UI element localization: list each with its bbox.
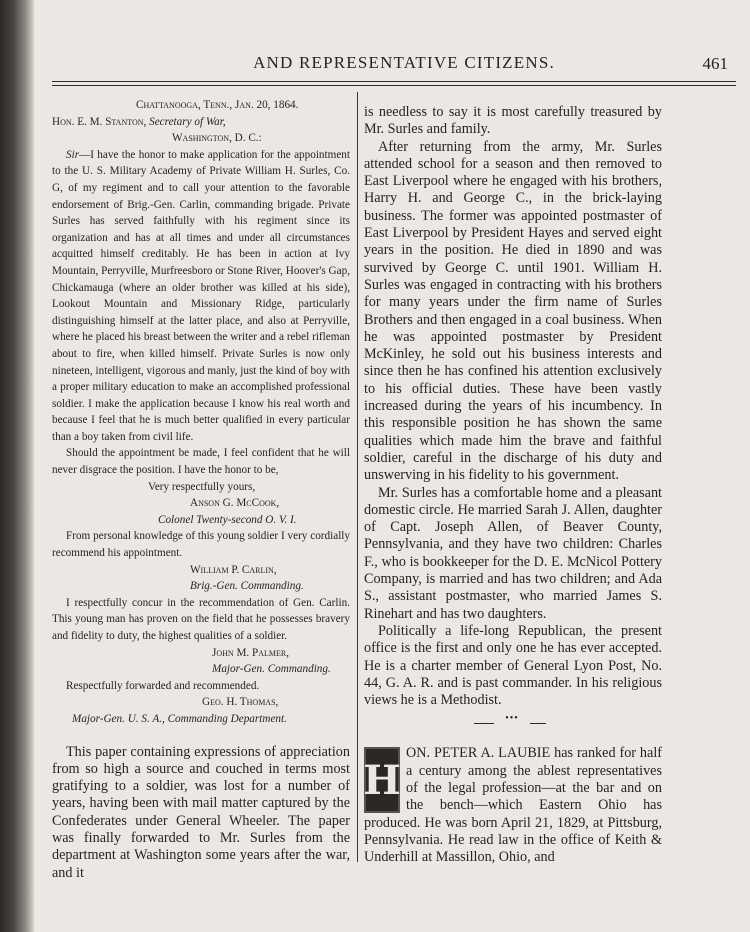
signer-thomas-title <box>52 711 350 728</box>
address-name: Hon. E. M. Stanton, <box>52 115 150 128</box>
spacer <box>52 728 350 744</box>
letter-dateline: Chattanooga, Tenn., Jan. 20, 1864. <box>136 99 299 111</box>
signer-thomas: Geo. H. Thomas, <box>202 696 279 709</box>
column-divider <box>357 92 358 862</box>
paragraph-family: Mr. Surles has a comfortable home and a pleasant domestic circle. He married Sarah J. Allen, daughter of Capt. Joseph Allen, of Beaver County, Pennsylvania, and they have two children: Charles F., who is bookkeeper for the D. E. McNicol Pottery Company, is married and has two children; and Ada S., assistant postmaster, who married James S. Rinehart and has two daughters. <box>364 484 662 622</box>
paragraph-politics: Politically a life-long Republican, the present office is the first and only one he has ever accepted. He is a charter member of General Lyon Post, No. 44, G. A. R. and is past commander. In his religious views he is a Methodist. <box>364 622 662 709</box>
signer-palmer-title <box>52 661 350 678</box>
letter-salutation: Sir <box>66 148 80 161</box>
paragraph-treasured: is needless to say it is most carefully treasured by Mr. Surles and family. <box>364 104 662 138</box>
signer-mccook-title <box>52 512 350 529</box>
left-column <box>52 97 350 882</box>
running-title: AND REPRESENTATIVE CITIZENS. <box>253 53 555 72</box>
running-header <box>74 52 734 78</box>
narrative-paragraph: This paper containing expressions of appreciation from so high a source and couched in terms most gratifying to a soldier, was lost for a number of years, having been with mail matter captured by the Confederates under General Wheeler. The paper was finally forwarded to Mr. Surles from the department at Washington some years after the war, and it <box>52 743 350 881</box>
signer-palmer: John M. Palmer, <box>212 646 290 659</box>
letter-body-2: Should the appointment be made, I feel confident that he will never disgrace the position. I have the honor to be, <box>52 447 350 477</box>
signer-thomas-rank: Major-Gen. U. S. A., Commanding Department. <box>72 712 287 725</box>
letter-body-text: —I have the honor to make application for the appointment to the U. S. Military Academy of Private William H. Surles, Co. G, of my regiment and to call your attention to the favorable endorsement of Brig.-Gen. Carlin, commanding brigade. Private Surles has served faithfully with his regiment since its organization and has at all times and under all circumstances acquitted himself creditably. He has been in action at Ivy Mountain, Perryville, Murfreesboro or Stone River, Hoover's Gap, Chickamauga (where an older brother was killed at his side), Lookout Mountain and Missionary Ridge, particularly distinguishing himself at the latter place, and also at Perryville, where he placed his breast between the writer and a rebel rifleman about to fire, when killed himself. Private Surles is now only nineteen, intelligent, vigorous and manly, just the kind of boy with a proper military education to make an accomplished professional soldier. I make the application because I know his real worth and because I feel that he is much better qualified in every particular than a boy taken from civil life. <box>52 148 350 443</box>
right-column <box>364 104 662 866</box>
endorsement-carlin: From personal knowledge of this young soldier I very cordially recommend his appointment. <box>52 530 350 560</box>
letter-address <box>52 114 350 131</box>
paragraph-laubie: ON. PETER A. LAUBIE has ranked for half a century among the ablest representatives of the legal profession—at the bar and on the bench—which Eastern Ohio has produced. He was born April 21, 1829, at Pittsburg, Pennsylvania. He read law in the office of Keith & Underhill at Massillon, Ohio, and <box>364 745 662 866</box>
drop-cap-letter: H <box>364 747 400 813</box>
section-ornament <box>364 713 662 731</box>
letter-address-city: Washington, D. C.: <box>172 132 262 145</box>
header-rule <box>52 81 736 86</box>
endorsement-palmer: I respectfully concur in the recommendation of Gen. Carlin. This young man has proven on the field that he possesses bravery and fidelity to duty, the highest qualities of a soldier. <box>52 596 350 642</box>
address-title: Secretary of War, <box>149 115 226 128</box>
signer-carlin-title <box>52 578 350 595</box>
signer-palmer-rank: Major-Gen. Commanding. <box>212 663 331 676</box>
endorsement-thomas: Respectfully forwarded and recommended. <box>66 679 260 692</box>
signer-mccook-rank: Colonel Twenty-second O. V. I. <box>158 513 297 526</box>
page-number: 461 <box>702 54 728 73</box>
book-spine-shadow <box>0 0 34 932</box>
signer-mccook: Anson G. McCook, <box>190 497 280 510</box>
signer-carlin-rank: Brig.-Gen. Commanding. <box>190 580 304 593</box>
letter-body <box>52 147 350 446</box>
signer-carlin: William P. Carlin, <box>190 563 277 576</box>
letter-closing: Very respectfully yours, <box>148 480 256 493</box>
paragraph-career: After returning from the army, Mr. Surles attended school for a season and then removed to East Liverpool where he engaged with his brothers, Harry H. and George C., in the brick-laying business. The former was appointed postmaster of East Liverpool by President Hayes and served eight years in the position. He died in 1890 and was survived by George C. until 1901. William H. Surles was engaged in contracting with his brothers for many years under the firm name of Surles Brothers and then engaged in a coal business. When he was appointed postmaster by President McKinley, he sold out his business interests and since then he has confined his attention exclusively to his official duties. These have been vastly increased during the years of his incumbency. In this responsible position he has shown the same qualities which made him the brave and faithful soldier, careful in the discharge of his duty and unswerving in his fidelity to his government. <box>364 138 662 484</box>
ornament-dots: ••• <box>494 713 530 724</box>
